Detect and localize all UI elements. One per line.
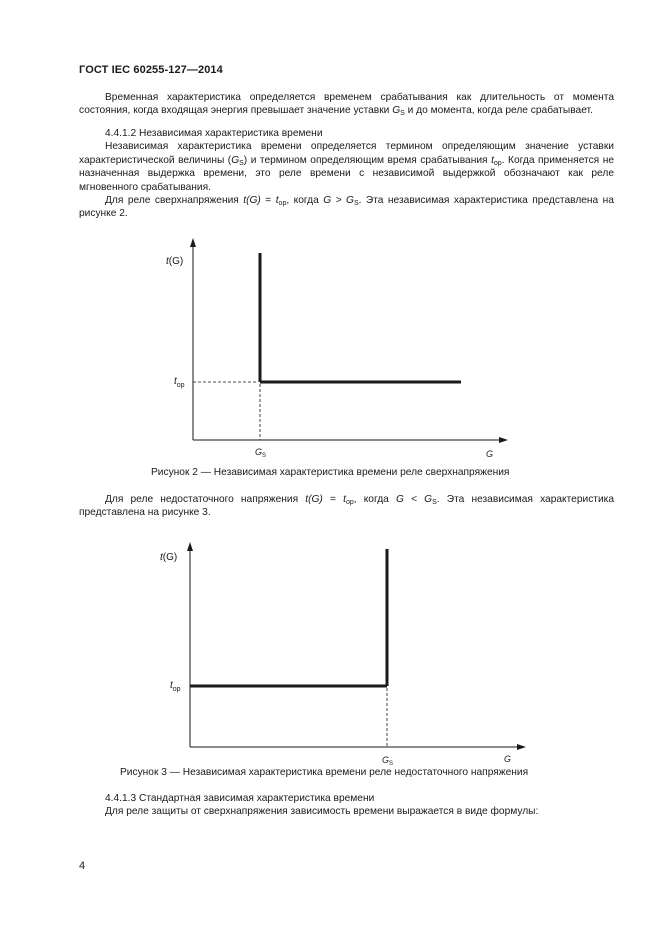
intro-text: Временная характеристика определяется временем срабатывания как длительность от момента состояния, когда входящая энергия превышает значение уставки $G_S$ и до момента, когда реле срабатывает. [79,92,614,118]
section-4412 [79,127,614,221]
fig3-y-arrow-icon [187,542,193,551]
fig3-x-label: G [504,754,512,764]
paragraph-3-text: Для реле недостаточного напряжения $t(G) = t_{op}$, когда $G < G_S$. Эта независимая характеристика представлена на рисунке 3. [79,494,614,519]
section-4413-para: Для реле защиты от сверхнапряжения зависимость времени выражается в виде формулы: [105,806,539,818]
section-4412-para1: Независимая характеристика времени определяется термином определяющим значение уставки характеристической величины $(G_S)$ и термином определяющим время срабатывания $t_{op}$. Когда применяется не назначенная выдержка времени, это реле времени с независимой выдержкой обозначают как реле мгновенного срабатывания. [79,141,614,193]
fig2-y-label: t(G) [166,256,184,267]
section-4413-heading: 4.4.1.3 Стандартная зависимая характеристика времени [105,793,375,804]
fig2-x-arrow-icon [499,437,508,443]
document-header: ГОСТ IEC 60255-127—2014 [79,64,223,76]
figure-2-caption: Рисунок 2 — Независимая характеристика времени реле сверхнапряжения [151,467,510,478]
fig2-x-label: G [486,449,494,459]
section-4412-para2: Для реле сверхнапряжения $t(G) = t_{op}$, когда $G > G_S$. Эта независимая характеристика представлена на рисунке 2. [79,195,614,220]
figure-3-caption: Рисунок 3 — Независимая характеристика времени реле недостаточного напряжения [120,767,529,778]
page-number: 4 [79,860,86,872]
section-4412-heading: 4.4.1.2 Независимая характеристика времени [105,128,323,139]
figure-2-diagram [150,236,530,466]
fig2-y-arrow-icon [190,238,196,247]
fig2-gs-label: $G_S$ [255,447,267,459]
figure-3-diagram [150,540,530,768]
fig3-x-arrow-icon [517,744,526,750]
fig3-gs-label: $G_S$ [382,755,394,767]
fig3-top-label: $t_{op}$ [170,680,181,693]
fig3-y-label: t(G) [160,552,178,563]
paragraph-3 [79,493,614,520]
fig2-top-label: $t_{op}$ [174,376,185,389]
section-4413 [79,792,614,819]
intro-paragraph [79,91,614,118]
